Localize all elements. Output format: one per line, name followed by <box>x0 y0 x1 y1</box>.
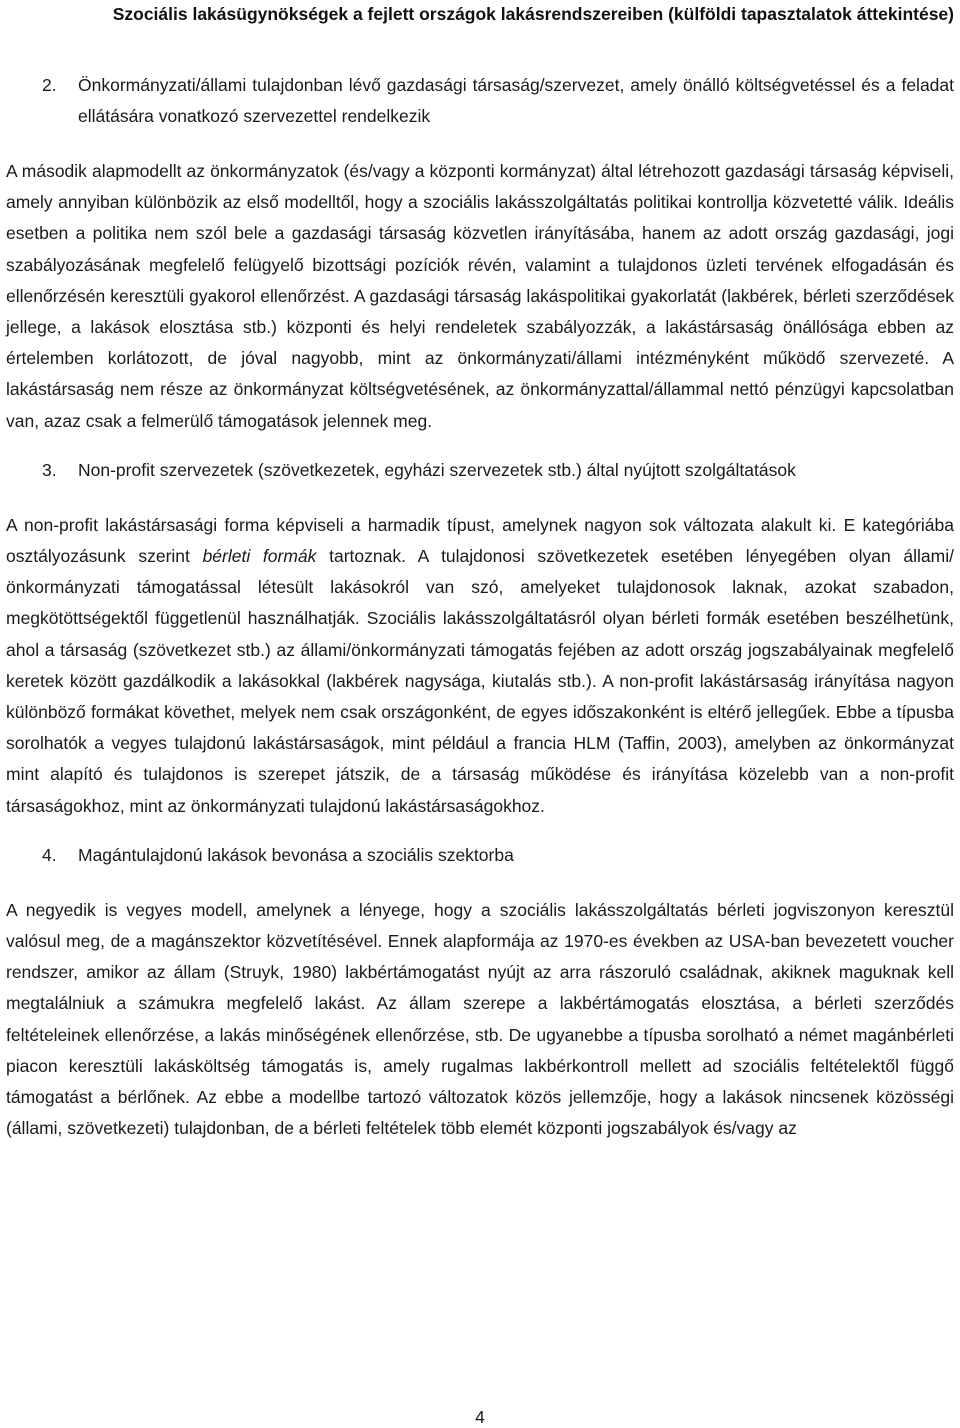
paragraph-text: tartoznak. A tulajdonosi szövetkezetek esetében lényegében olyan állami/önkormányzati támogatással létesült lakásokról van szó, amelyeket tulajdonosok laknak, azokat szabadon, megkötöttségektől függetlenül használhatják. Szociális lakásszolgáltatásról olyan bérleti formák esetében beszélhetünk, ahol a társaság (szövetkezet stb.) az állami/önkormányzati támogatás fejében az adott ország jogszabályainak megfelelő keretek között gazdálkodik a lakásokkal (lakbérek nagysága, kiutalás stb.). A non-profit lakástársaság irányítása nagyon különböző formákat követhet, melyek nem csak országonként, de egyes időszakonként is eltérő jellegűek. Ebbe a típusba sorolhatók a vegyes tulajdonú lakástársaságok, mint például a francia HLM (Taffin, 2003), amelyben az önkormányzat mint alapító és tulajdonos is szerepet játszik, de a társaság működése és irányítása közelebb van a non-profit társaságokhoz, mint az önkormányzati tulajdonú lakástársaságokhoz. <box>6 546 954 816</box>
section-heading-2 <box>42 70 954 132</box>
spacer <box>6 822 954 840</box>
section-number: 4. <box>42 844 57 865</box>
spacer <box>6 486 954 510</box>
section-heading-4 <box>42 840 954 871</box>
section-heading-text: Magántulajdonú lakások bevonása a szociális szektorba <box>78 844 514 865</box>
section-heading-text: Önkormányzati/állami tulajdonban lévő gazdasági társaság/szervezet, amely önálló költségvetéssel és a feladat ellátására vonatkozó szervezettel rendelkezik <box>78 75 954 126</box>
section-3-paragraph <box>6 510 954 822</box>
page-content <box>6 70 954 1144</box>
section-heading-text: Non-profit szervezetek (szövetkezetek, egyházi szervezetek stb.) által nyújtott szolgáltatások <box>78 459 796 480</box>
section-2-paragraph: A második alapmodellt az önkormányzatok (és/vagy a központi kormányzat) által létrehozott gazdasági társaság képviseli, amely annyiban különbözik az első modelltől, hogy a szociális lakásszolgáltatás politikai kontrollja közvetetté válik. Ideális esetben a politika nem szól bele a gazdasági társaság közvetlen irányításába, hanem az adott ország gazdasági, jogi szabályozásának megfelelő felügyelő bizottsági pozíciók révén, valamint a tulajdonos üzleti tervének elfogadásán és ellenőrzésén keresztüli gyakorol ellenőrzést. A gazdasági társaság lakáspolitikai gyakorlatát (lakbérek, bérleti szerződések jellege, a lakások elosztása stb.) központi és helyi rendeletek szabályozzák, a lakástársaság önállósága ebben az értelemben korlátozott, de jóval nagyobb, mint az önkormányzati/állami intézményként működő szervezeté. A lakástársaság nem része az önkormányzat költségvetésének, az önkormányzattal/állammal nettó pénzügyi kapcsolatban van, azaz csak a felmerülő támogatások jelennek meg. <box>6 161 954 431</box>
paragraph-text: A non-profit lakástársasági forma képviseli a harmadik típust, amelynek nagyon sok változata alakult ki. E kategóriába osztályozásunk szerint <box>6 514 954 567</box>
section-number: 2. <box>42 75 57 95</box>
spacer <box>6 132 954 156</box>
section-4-paragraph: A negyedik is vegyes modell, amelynek a lényege, hogy a szociális lakásszolgáltatás bérleti jogviszonyon keresztül valósul meg, de a magánszektor közvetítésével. Ennek alapformája az 1970-es években az USA-ban bevezetett voucher rendszer, amikor az állam (Struyk, 1980) lakbértámogatást nyújt az arra rászoruló családnak, akiknek maguknak kell megtalálniuk a számukra megfelelő lakást. Az állam szerepe a lakbértámogatás elosztása, a bérleti szerződés feltételeinek ellenőrzése, a lakás minőségének ellenőrzése, stb. De ugyanebbe a típusba sorolható a német magánbérleti piacon keresztüli lakásköltség támogatás is, amely rugalmas lakbérkontroll mellett ad szociális feltételektől függő támogatást a bérlőnek. Az ebbe a modellbe tartozó változatok közös jellemzője, hogy a lakások nincsenek közösségi (állami, szövetkezeti) tulajdonban, de a bérleti feltételek több elemét központi jogszabályok és/vagy az <box>6 899 954 1139</box>
spacer <box>6 871 954 895</box>
italic-term: bérleti formák <box>202 546 317 567</box>
section-heading-3 <box>42 455 954 486</box>
page-number: 4 <box>475 1407 485 1427</box>
running-header-title: Szociális lakásügynökségek a fejlett országok lakásrendszereiben (külföldi tapasztalatok áttekintése) <box>112 4 954 24</box>
spacer <box>6 437 954 455</box>
section-number: 3. <box>42 459 57 480</box>
